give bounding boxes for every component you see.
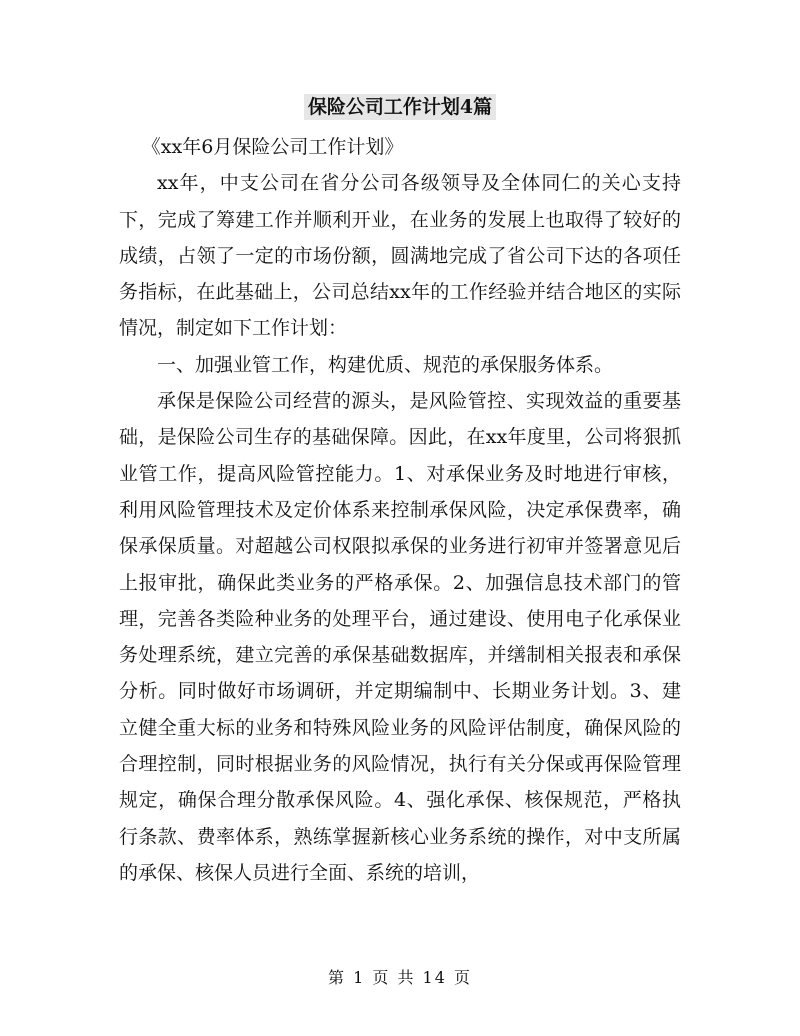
document-body: [119, 129, 681, 891]
paragraph-intro: xx年，中支公司在省分公司各级领导及全体同仁的关心支持下，完成了筹建工作并顺利开业，在业务的发展上也取得了较好的成绩，占领了一定的市场份额，圆满地完成了省公司下达的各项任务指标，在此基础上，公司总结xx年的工作经验并结合地区的实际情况，制定如下工作计划：: [119, 172, 681, 340]
page-footer: 第 1 页 共 14 页: [328, 968, 472, 987]
document-title: 保险公司工作计划4篇: [304, 94, 496, 120]
document-subtitle: 《xx年6月保险公司工作计划》: [141, 136, 404, 158]
paragraph-underwriting: 承保是保险公司经营的源头，是风险管控、实现效益的重要基础，是保险公司生存的基础保障。因此，在xx年度里，公司将狠抓业管工作，提高风险管控能力。1、对承保业务及时地进行审核，利用风险管理技术及定价体系来控制承保风险，决定承保费率，确保承保质量。对超越公司权限拟承保的业务进行初审并签署意见后上报审批，确保此类业务的严格承保。2、加强信息技术部门的管理，完善各类险种业务的处理平台，通过建设、使用电子化承保业务处理系统，建立完善的承保基础数据库，并缮制相关报表和承保分析。同时做好市场调研，并定期编制中、长期业务计划。3、建立健全重大标的业务和特殊风险业务的风险评估制度，确保风险的合理控制，同时根据业务的风险情况，执行有关分保或再保险管理规定，确保合理分散承保风险。4、强化承保、核保规范，严格执行条款、费率体系，熟练掌握新核心业务系统的操作，对中支所属的承保、核保人员进行全面、系统的培训，: [119, 390, 681, 884]
paragraph-heading-1: 一、加强业管工作，构建优质、规范的承保服务体系。: [157, 353, 614, 376]
document-title-container: [0, 92, 800, 119]
